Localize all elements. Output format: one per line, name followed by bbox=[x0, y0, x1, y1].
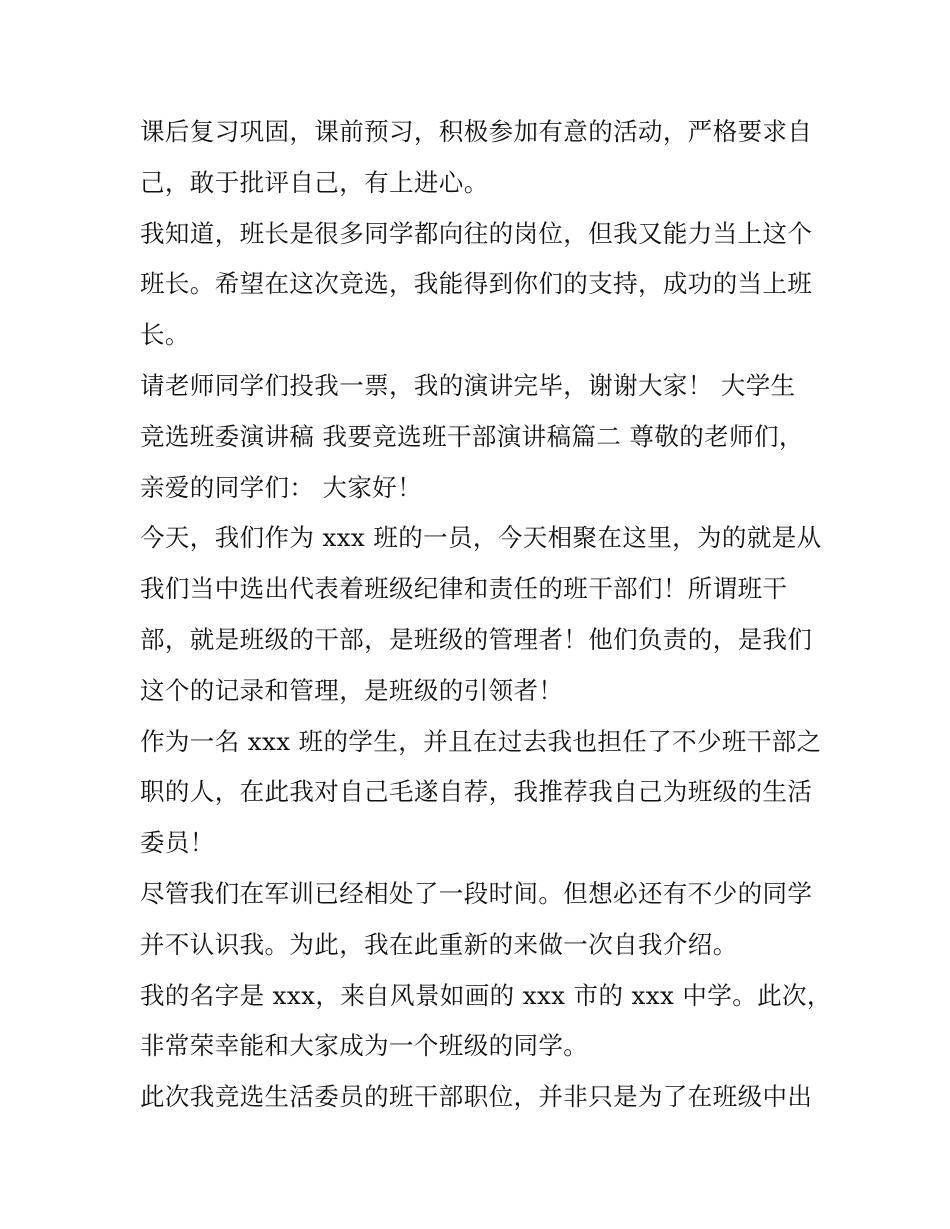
document-body bbox=[140, 107, 832, 1123]
text-line: 竞选班委演讲稿 我要竞选班干部演讲稿篇二 尊敬的老师们， bbox=[140, 421, 804, 451]
text-line: 这个的记录和管理，是班级的引领者！ bbox=[140, 675, 564, 705]
text-line: 班长。希望在这次竞选，我能得到你们的支持，成功的当上班 bbox=[140, 269, 813, 299]
text-line: 职的人，在此我对自己毛遂自荐，我推荐我自己为班级的生活 bbox=[140, 777, 813, 807]
text-line: 今天，我们作为 xxx 班的一员，今天相聚在这里，为的就是从 bbox=[140, 523, 822, 553]
text-line: 我知道，班长是很多同学都向往的岗位，但我又能力当上这个 bbox=[140, 218, 813, 248]
text-line: 此次我竞选生活委员的班干部职位，并非只是为了在班级中出 bbox=[140, 1082, 813, 1112]
text-line: 委员！ bbox=[140, 828, 215, 858]
text-line: 亲爱的同学们： 大家好！ bbox=[140, 472, 423, 502]
text-line: 并不认识我。为此，我在此重新的来做一次自我介绍。 bbox=[140, 929, 738, 959]
text-line: 部，就是班级的干部，是班级的管理者！他们负责的，是我们 bbox=[140, 624, 813, 654]
text-line: 课后复习巩固，课前预习，积极参加有意的活动，严格要求自 bbox=[140, 117, 813, 146]
text-line: 我们当中选出代表着班级纪律和责任的班干部们！所谓班干 bbox=[140, 574, 788, 604]
text-line: 请老师同学们投我一票，我的演讲完毕，谢谢大家！ 大学生 bbox=[140, 370, 796, 400]
text-line: 非常荣幸能和大家成为一个班级的同学。 bbox=[140, 1031, 589, 1061]
text-line: 尽管我们在军训已经相处了一段时间。但想必还有不少的同学 bbox=[140, 878, 813, 908]
text-line: 己，敢于批评自己，有上进心。 bbox=[140, 167, 489, 197]
text-line: 我的名字是 xxx，来自风景如画的 xxx 市的 xxx 中学。此次， bbox=[140, 980, 832, 1010]
text-line: 长。 bbox=[140, 320, 190, 350]
text-line: 作为一名 xxx 班的学生，并且在过去我也担任了不少班干部之 bbox=[140, 726, 822, 756]
